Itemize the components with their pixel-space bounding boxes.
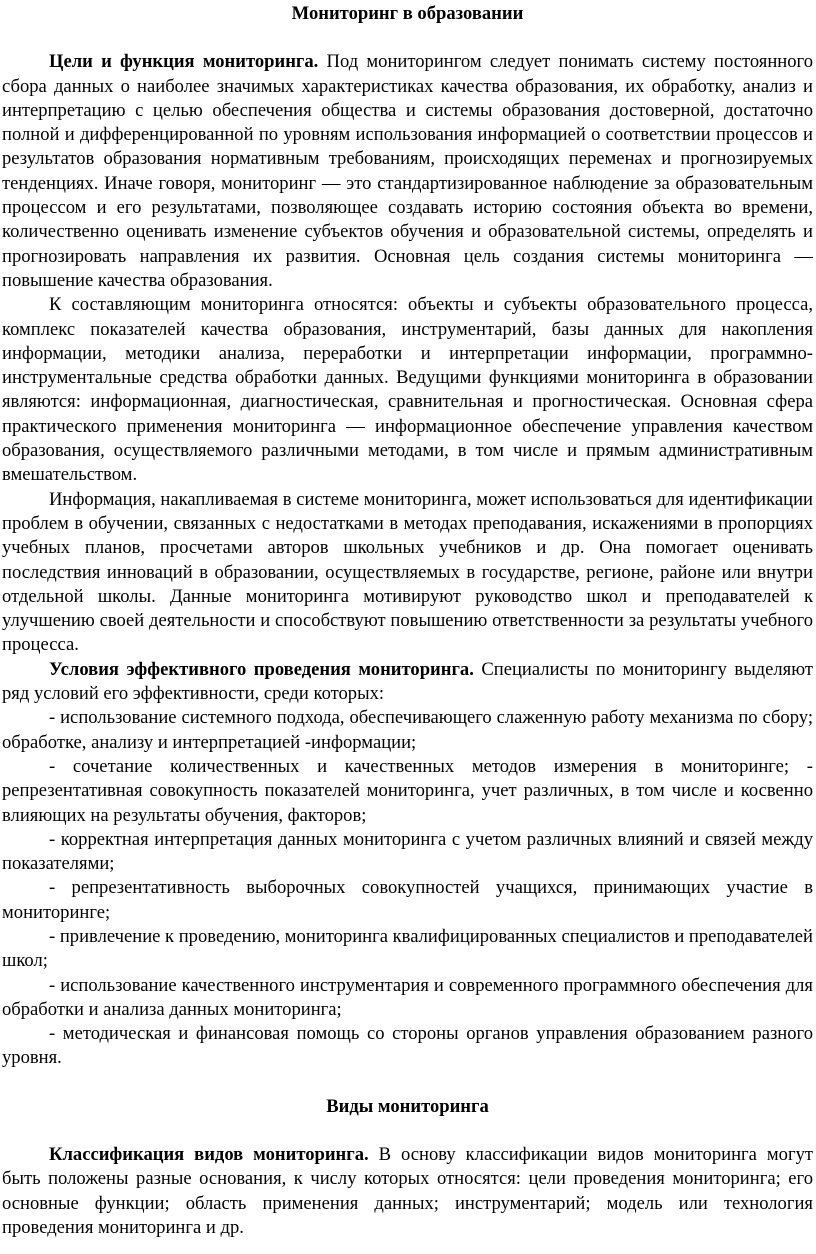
list-item: - привлечение к проведению, мониторинга квалифицированных специалистов и преподавателей школ; — [2, 925, 814, 972]
list-item: - репрезентативность выборочных совокупностей учащихся, принимающих участие в мониторинге; — [2, 877, 813, 923]
list-item: - сочетание количественных и качественных методов измерения в мониторинге; - репрезентативная совокупность показателей мониторинга, учет различных, в том числе и косвенно влияющих на результаты обучения, факторов; — [2, 755, 813, 826]
section-title: Виды мониторинга — [326, 1095, 489, 1117]
paragraph-information: Информация, накапливаемая в системе мониторинга, может использоваться для идентификации проблем в обучении, связанных с недостатками в методах преподавания, искажениями в пропорциях учебных планов, просчетами авторов школьных учебников и др. Она помогает оценивать последствия инноваций в образовании, осуществляемых в государстве, регионе, районе или внутри отдельной школы. Данные мониторинга мотивируют руководство школ и преподавателей к улучшению своей деятельности и способствуют повышению ответственности за результаты учебного процесса. — [2, 488, 813, 656]
list-item: - использование системного подхода, обеспечивающего слаженную работу механизма по сбору; обработке, анализу и интерпретацией -информации; — [2, 707, 813, 753]
list-item: - корректная интерпретация данных мониторинга с учетом различных влияний и связей между показателями; — [2, 828, 813, 875]
paragraph-goals — [2, 50, 813, 293]
list-item: - методическая и финансовая помощь со стороны органов управления образованием разного уровня. — [2, 1023, 813, 1069]
paragraph-heading: Цели и функция мониторинга. — [49, 51, 319, 73]
paragraph-heading: Классификация видов мониторинга. — [49, 1144, 369, 1166]
paragraph-text: Специалисты по мониторингу выделяют ряд условий его эффективности, среди которых: — [2, 658, 814, 705]
paragraph-components: К составляющим мониторинга относятся: объекты и субъекты образовательного процесса, комплекс показателей качества образования, инструментарий, базы данных для накопления информации, методики анализа, переработки и интерпретации информации, программно-инструментальные средства обработки данных. Ведущими функциями мониторинга в образовании являются: информационная, диагностическая, сравнительная и прогностическая. Основная сфера практического применения мониторинга — информационное обеспечение управления качеством образования, осуществляемого различными методами, в том числе и прямым административным вмешательством. — [2, 294, 813, 486]
paragraph-classification — [2, 1143, 813, 1240]
paragraph-text: В основу классификации видов мониторинга могут быть положены разные основания, к числу которых относятся: цели проведения мониторинга; его основные функции; область применения данных; инструментарий; модель или технология проведения мониторинга и др. — [2, 1144, 814, 1238]
paragraph-heading: Условия эффективного проведения мониторинга. — [49, 658, 474, 680]
paragraph-text: Под мониторингом следует понимать систему постоянного сбора данных о наиболее значимых характеристиках качества образования, их обработку, анализ и интерпретацию с целью обеспечения общества и системы образования достоверной, достаточно полной и дифференцированной по уровням использования информацией о соответствии процессов и результатов образования нормативным требованиям, происходящих переменах и прогнозируемых тенденциях. Иначе говоря, мониторинг — это стандартизированное наблюдение за образовательным процессом и его результатами, позволяющее создавать историю состояния объекта во времени, количественно оценивать изменение субъектов обучения и образовательной системы, определять и прогнозировать направления их развития. Основная цель создания системы мониторинга — повышение качества образования. — [2, 51, 813, 291]
document-title: Мониторинг в образовании — [291, 3, 524, 24]
paragraph-conditions — [2, 658, 813, 707]
list-item: - использование качественного инструментария и современного программного обеспечения для обработки и анализа данных мониторинга; — [2, 974, 813, 1020]
